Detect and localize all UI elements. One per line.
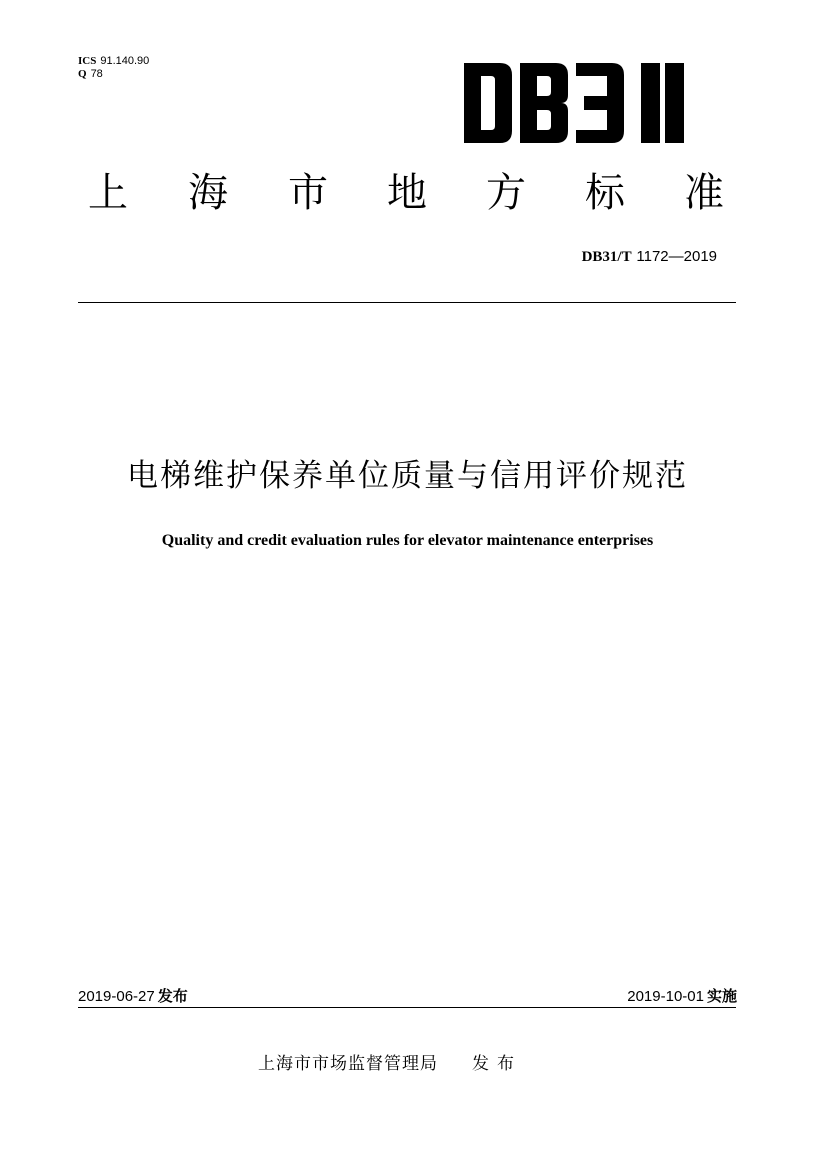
issue-date-label: 发布 bbox=[157, 987, 188, 1005]
ccs-value: 78 bbox=[90, 68, 103, 80]
header-divider bbox=[78, 302, 736, 303]
standard-type-char: 地 bbox=[387, 170, 427, 216]
issue-date bbox=[78, 985, 188, 1006]
issue-date-value: 2019-06-27 bbox=[78, 988, 155, 1005]
standard-type-char: 海 bbox=[188, 170, 228, 216]
footer-divider bbox=[78, 1007, 736, 1008]
standard-type-char: 方 bbox=[486, 170, 526, 216]
document-code bbox=[582, 247, 717, 266]
ics-label: ICS bbox=[78, 55, 97, 67]
ics-code bbox=[78, 55, 149, 68]
standard-type-char: 市 bbox=[288, 170, 328, 216]
standard-type-char: 标 bbox=[585, 170, 625, 216]
document-title-chinese: 电梯维护保养单位质量与信用评价规范 bbox=[127, 458, 688, 494]
ccs-label: Q bbox=[78, 68, 87, 80]
effective-date-value: 2019-10-01 bbox=[627, 988, 704, 1005]
effective-date-label: 实施 bbox=[706, 987, 737, 1005]
standard-type-title bbox=[88, 168, 728, 218]
publisher-name: 上海市市场监督管理局 bbox=[258, 1054, 438, 1074]
publisher-line bbox=[258, 1049, 522, 1074]
ccs-code bbox=[78, 68, 103, 81]
document-title-english: Quality and credit evaluation rules for elevator maintenance enterprises bbox=[161, 532, 654, 549]
ics-value: 91.140.90 bbox=[100, 55, 150, 67]
effective-date bbox=[627, 985, 737, 1006]
publisher-action: 发布 bbox=[472, 1054, 522, 1074]
standard-type-char: 准 bbox=[684, 170, 724, 216]
standard-type-char: 上 bbox=[88, 170, 128, 216]
document-code-number: 1172—2019 bbox=[636, 248, 717, 265]
db31-logo bbox=[464, 63, 690, 143]
document-code-prefix: DB31/T bbox=[581, 249, 632, 265]
